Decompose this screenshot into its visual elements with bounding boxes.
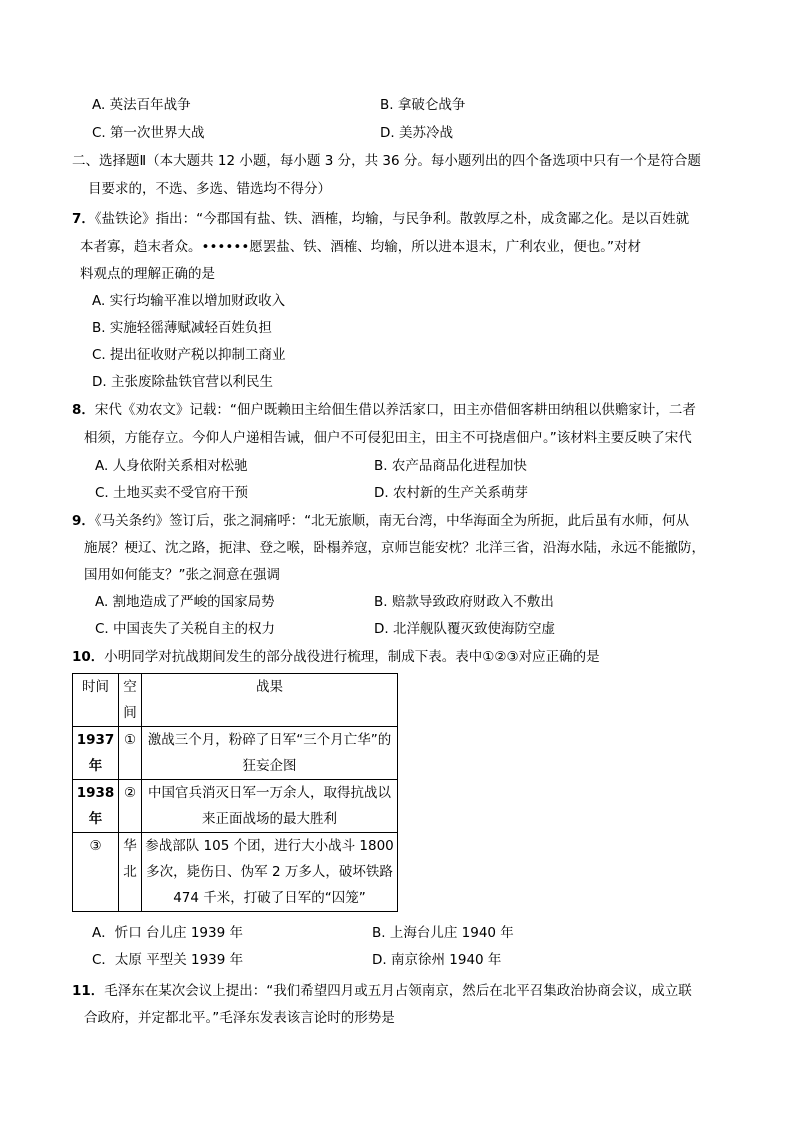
q6-option-c: C. 第一次世界大战	[92, 125, 205, 141]
q7-stem-line2: 本者寡，趋末者众。••••••愿罢盐、铁、酒榷、均输，所以进本退末，广利农业，便也。”对材	[80, 239, 642, 255]
q11-text: 毛泽东在某次会议上提出：“我们希望四月或五月占领南京，然后在北平召集政治协商会议，成立联	[104, 983, 692, 999]
q8-text: 宋代《劝农文》记载：“佃户既赖田主给佃生借以养活家口，田主亦借佃客耕田纳租以供赡家计，二者	[94, 402, 696, 418]
q8-option-c: C. 土地买卖不受官府干预	[95, 485, 249, 501]
section2-heading-cont: 目要求的，不选、多选、错选均不得分）	[88, 181, 331, 197]
q7-stem-line3: 料观点的理解正确的是	[80, 266, 215, 282]
header-space: 空间	[119, 674, 142, 727]
q9-stem-line1	[72, 512, 689, 530]
q9-option-b: B. 赔款导致政府财政入不敷出	[374, 594, 554, 610]
q9-stem-line3: 国用如何能支？”张之洞意在强调	[84, 567, 280, 583]
q10-option-d: D. 南京徐州 1940 年	[372, 952, 502, 968]
q7-option-b: B. 实施轻徭薄赋减轻百姓负担	[92, 320, 272, 336]
q6-option-d: D. 美苏冷战	[380, 125, 453, 141]
q9-stem-line2: 施展？梗辽、沈之路，扼津、登之喉，卧榻养寇，京师岂能安枕？北洋三省，沿海水陆，永远不能撤防，	[84, 540, 705, 556]
header-time: 时间	[73, 674, 119, 727]
q9-option-c: C. 中国丧失了关税自主的权力	[95, 621, 276, 637]
q7-option-d: D. 主张废除盐铁官营以利民生	[92, 374, 273, 390]
row3-result	[142, 833, 398, 912]
q7-option-a: A. 实行均输平准以增加财政收入	[92, 293, 286, 309]
row1-time: 1937年	[73, 727, 119, 780]
q10-text: 小明同学对抗战期间发生的部分战役进行梳理，制成下表。表中①②③对应正确的是	[104, 649, 600, 665]
q9-number: 9．	[72, 513, 95, 529]
q11-number: 11．	[72, 983, 105, 999]
q9-text: 《马关条约》签订后，张之洞痛呼：“北无旅顺，南无台湾，中华海面全为所扼，此后虽有水师，何从	[94, 513, 690, 529]
battle-table	[72, 673, 398, 912]
row3-result-text: 参战部队 105 个团，进行大小战斗 1800 多次，毙伤日、伪军 2 万多人，破坏铁路 474 千米，打破了日军的“囚笼”	[145, 838, 394, 906]
q10-stem-line1	[72, 648, 600, 666]
q10-option-c: C．太原 平型关 1939 年	[92, 952, 244, 968]
q6-option-b: B. 拿破仑战争	[380, 97, 466, 113]
q8-option-d: D. 农村新的生产关系萌芽	[374, 485, 528, 501]
q8-stem-line2: 相须，方能存立。今仰人户递相告诫，佃户不可侵犯田主，田主不可挠虐佃户。”该材料主要反映了宋代	[84, 430, 692, 446]
q8-stem-line1	[72, 401, 696, 419]
q8-option-b: B. 农产品商品化进程加快	[374, 458, 527, 474]
q8-option-a: A. 人身依附关系相对松驰	[95, 458, 248, 474]
q7-stem-line1	[72, 210, 689, 228]
q10-option-b: B. 上海台儿庄 1940 年	[372, 925, 514, 941]
table-row	[73, 833, 398, 912]
q7-text: 《盐铁论》指出：“今郡国有盐、铁、酒榷，均输，与民争利。散敦厚之朴，成贪鄙之化。是以百姓就	[94, 211, 690, 227]
table-header-row	[73, 674, 398, 727]
q7-option-c: C. 提出征收财产税以抑制工商业	[92, 347, 286, 363]
q10-number: 10．	[72, 649, 105, 665]
row1-result	[142, 727, 398, 780]
q11-stem-line1	[72, 982, 692, 1000]
row2-space: ②	[119, 780, 142, 833]
section2-heading: 二、选择题Ⅱ（本大题共 12 小题，每小题 3 分，共 36 分。每小题列出的四个备选项中只有一个是符合题	[72, 153, 701, 169]
q9-option-a: A. 割地造成了严峻的国家局势	[95, 594, 275, 610]
q11-stem-line2: 合政府，并定都北平。”毛泽东发表该言论时的形势是	[84, 1010, 395, 1026]
row1-space: ①	[119, 727, 142, 780]
row2-time: 1938年	[73, 780, 119, 833]
q8-number: 8．	[72, 402, 95, 418]
row2-result	[142, 780, 398, 833]
q10-option-a: A．忻口 台儿庄 1939 年	[92, 925, 243, 941]
q9-option-d: D. 北洋舰队覆灭致使海防空虚	[374, 621, 555, 637]
row1-result-text: 激战三个月，粉碎了日军“三个月亡华”的狂妄企图	[147, 732, 392, 774]
q6-option-a: A. 英法百年战争	[92, 97, 191, 113]
table-row	[73, 780, 398, 833]
row3-space: 华北	[119, 833, 142, 912]
row3-time: ③	[73, 833, 119, 912]
header-result: 战果	[142, 674, 398, 727]
q7-number: 7．	[72, 211, 95, 227]
row2-result-text: 中国官兵消灭日军一万余人，取得抗战以来正面战场的最大胜利	[148, 785, 391, 827]
table-row	[73, 727, 398, 780]
